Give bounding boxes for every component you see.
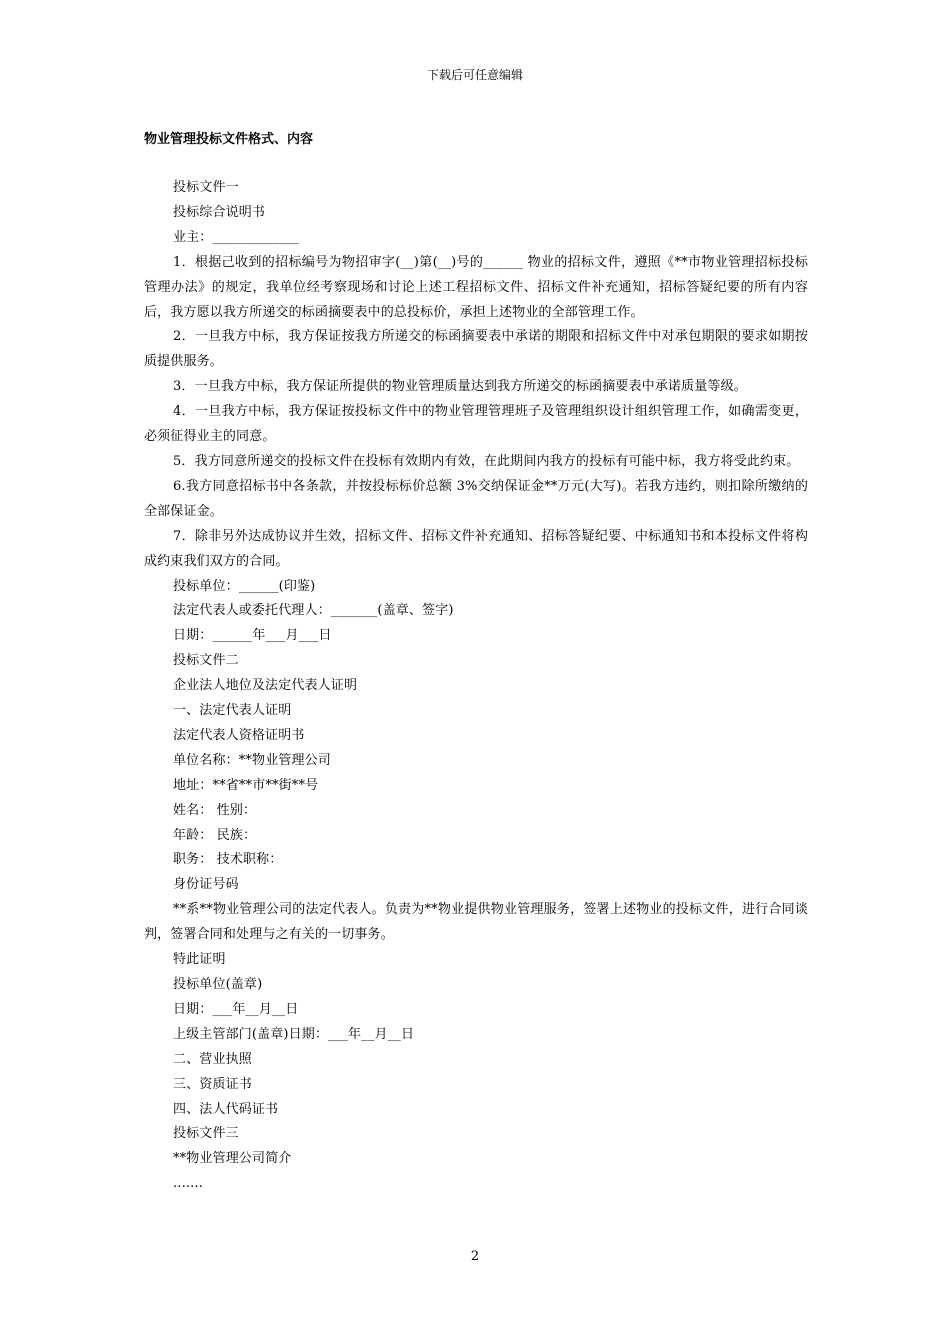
header-note: 下载后可任意编辑 bbox=[426, 68, 523, 82]
clause-2: 2．一旦我方中标，我方保证按我方所递交的标函摘要表中承诺的期限和招标文件中对承包期限的要求如期按质提供服务。 bbox=[144, 329, 808, 370]
supervisor-date-line: 上级主管部门(盖章)日期：___年__月__日 bbox=[173, 1026, 415, 1042]
list-item: 一、法定代表人证明 bbox=[173, 703, 292, 719]
document-title: 物业管理投标文件格式、内容 bbox=[144, 132, 314, 147]
age-ethnicity-line: 年龄： 民族： bbox=[173, 827, 257, 843]
ellipsis-line: ....... bbox=[173, 1176, 203, 1192]
section-heading-2: 投标文件二 bbox=[173, 653, 239, 669]
company-intro-line: **物业管理公司简介 bbox=[173, 1151, 292, 1167]
section-heading-3: 投标文件三 bbox=[173, 1126, 239, 1142]
clause-6: 6.我方同意招标书中各条款，并按投标标价总额 3%交纳保证金**万元(大写)。若我方违约，则扣除所缴纳的全部保证金。 bbox=[144, 478, 808, 519]
section-subheading: 投标综合说明书 bbox=[173, 204, 266, 220]
clause-3: 3．一旦我方中标，我方保证所提供的物业管理质量达到我方所递交的标函摘要表中承诺质量等级。 bbox=[173, 379, 747, 395]
address-line: 地址：**省**市**街**号 bbox=[173, 777, 319, 793]
representative-line: 法定代表人或委托代理人：_______(盖章、签字) bbox=[173, 603, 454, 619]
bidder-line: 投标单位：______(印鉴) bbox=[173, 578, 316, 594]
company-name-line: 单位名称：**物业管理公司 bbox=[173, 752, 331, 768]
list-item: 三、资质证书 bbox=[173, 1076, 252, 1092]
clause-7: 7．除非另外达成协议并生效，招标文件、招标文件补充通知、招标答疑纪要、中标通知书和本投标文件将构成约束我们双方的合同。 bbox=[144, 528, 808, 569]
section-heading-1: 投标文件一 bbox=[173, 180, 239, 195]
certificate-title: 法定代表人资格证明书 bbox=[173, 727, 305, 743]
date-line: 日期：______年___月___日 bbox=[173, 628, 332, 644]
clause-4: 4．一旦我方中标，我方保证按投标文件中的物业管理管理班子及管理组织设计组织管理工作，如确需变更，必须征得业主的同意。 bbox=[144, 404, 808, 445]
list-item: 二、营业执照 bbox=[173, 1051, 252, 1067]
owner-line: 业主：_____________ bbox=[173, 229, 299, 245]
clause-5: 5．我方同意所递交的投标文件在投标有效期内有效，在此期间内我方的投标有可能中标，我方将受此约束。 bbox=[173, 453, 800, 469]
document-body bbox=[144, 176, 808, 1197]
id-number-line: 身份证号码 bbox=[173, 877, 239, 893]
clause-1: 1．根据己收到的招标编号为物招审字(__)第(__)号的______ 物业的招标文件，遵照《**市物业管理招标投标管理办法》的规定，我单位经考察现场和讨论上述工程招标文件、招标文件补充通知，招标答疑纪要的所有内容后，我方愿以我方所递交的标函摘要表中的总投标价，承担上述物业的全部管理工作。 bbox=[144, 254, 808, 320]
certification-line: 特此证明 bbox=[173, 952, 226, 968]
page-number: 2 bbox=[470, 1249, 480, 1264]
position-title-line: 职务： 技术职称： bbox=[173, 852, 283, 868]
date-line: 日期：___年__月__日 bbox=[173, 1001, 299, 1017]
section-subheading: 企业法人地位及法定代表人证明 bbox=[173, 678, 358, 694]
name-gender-line: 姓名： 性别： bbox=[173, 802, 257, 818]
certificate-statement: **系**物业管理公司的法定代表人。负责为**物业提供物业管理服务，签署上述物业的投标文件，进行合同谈判，签署合同和处理与之有关的一切事务。 bbox=[144, 902, 808, 943]
bidder-seal-line: 投标单位(盖章) bbox=[173, 977, 263, 992]
list-item: 四、法人代码证书 bbox=[173, 1101, 279, 1117]
